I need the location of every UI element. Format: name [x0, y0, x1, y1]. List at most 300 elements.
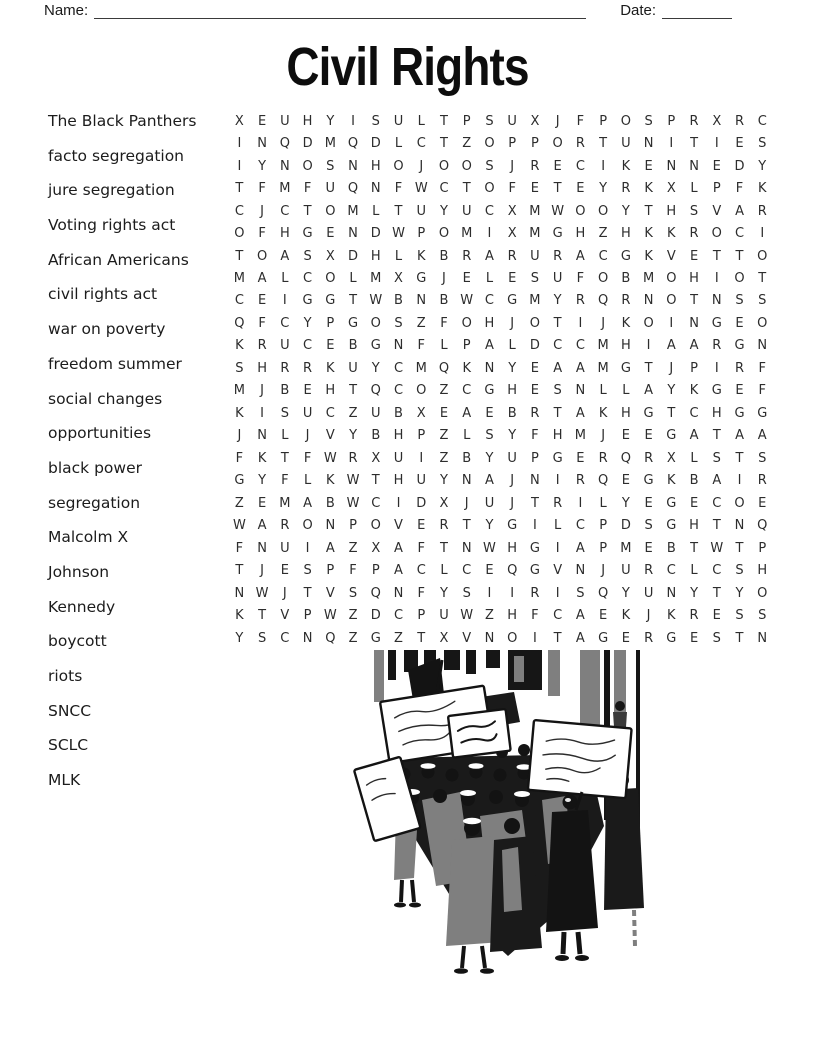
grid-letter: E [530, 360, 540, 376]
grid-letter: D [302, 136, 313, 152]
grid-letter: K [235, 608, 244, 624]
grid-letter: B [280, 383, 290, 399]
grid-letter: Z [234, 495, 244, 511]
grid-letter: K [598, 405, 608, 421]
grid-letter: A [575, 608, 585, 624]
grid-letter: J [260, 383, 265, 399]
grid-letter: I [555, 540, 560, 556]
word-list-item: SNCC [48, 701, 92, 720]
grid-letter: H [279, 226, 290, 242]
grid-letter: B [325, 495, 335, 511]
grid-letter: H [325, 383, 336, 399]
grid-letter: S [735, 293, 744, 309]
grid-letter: F [258, 226, 266, 242]
grid-letter: N [757, 338, 768, 354]
grid-letter: Y [621, 585, 630, 601]
grid-letter: G [325, 293, 336, 309]
word-list-item: SCLC [48, 736, 89, 755]
grid-letter: Y [371, 360, 380, 376]
date-label: Date: [620, 2, 657, 19]
grid-letter: U [530, 248, 540, 264]
grid-letter: K [667, 226, 676, 242]
grid-letter: E [599, 608, 608, 624]
grid-letter: K [416, 248, 426, 264]
grid-letter: X [507, 226, 517, 242]
grid-letter: D [734, 158, 745, 174]
grid-letter: T [712, 248, 721, 264]
grid-letter: F [303, 450, 312, 466]
grid-letter: F [303, 181, 312, 197]
grid-letter: X [371, 450, 381, 466]
grid-letter: Q [347, 181, 359, 197]
grid-letter: O [507, 630, 518, 646]
grid-letter: E [621, 473, 630, 489]
grid-letter: I [669, 136, 674, 152]
name-label: Name: [44, 2, 89, 19]
grid-letter: S [735, 563, 744, 579]
grid-letter: S [689, 203, 699, 219]
grid-letter: I [532, 518, 537, 534]
grid-letter: X [371, 540, 381, 556]
grid-letter: K [667, 473, 676, 489]
grid-letter: C [325, 405, 335, 421]
grid-letter: R [598, 450, 608, 466]
grid-letter: S [485, 428, 494, 444]
grid-letter: K [235, 338, 244, 354]
grid-letter: C [393, 608, 404, 624]
grid-letter: G [757, 405, 768, 421]
grid-letter: G [643, 405, 654, 421]
grid-letter: X [530, 113, 540, 129]
grid-letter: J [260, 203, 265, 219]
grid-letter: Z [416, 315, 426, 331]
grid-letter: H [575, 226, 586, 242]
grid-letter: Y [303, 315, 312, 331]
grid-letter: G [348, 315, 359, 331]
grid-letter: V [553, 563, 563, 579]
grid-letter: O [575, 203, 586, 219]
page-title: Civil Rights [286, 37, 530, 97]
word-list-item: opportunities [48, 424, 152, 443]
grid-letter: E [644, 540, 653, 556]
grid-letter: R [257, 338, 267, 354]
grid-letter: J [646, 608, 651, 624]
grid-letter: I [396, 495, 401, 511]
grid-letter: T [530, 495, 539, 511]
grid-letter: H [552, 428, 563, 444]
grid-letter: P [462, 113, 471, 129]
grid-letter: Q [279, 136, 290, 152]
grid-letter: P [303, 608, 312, 624]
grid-letter: Y [508, 428, 517, 444]
grid-letter: I [532, 630, 537, 646]
grid-letter: T [394, 203, 403, 219]
grid-letter: S [485, 113, 494, 129]
grid-letter: N [257, 136, 267, 152]
grid-letter: U [552, 271, 563, 287]
picket-sign [528, 720, 632, 798]
grid-letter: F [758, 383, 766, 399]
grid-letter: S [485, 158, 494, 174]
grid-letter: S [758, 608, 767, 624]
word-list-item: Kennedy [48, 597, 116, 616]
grid-letter: O [438, 226, 450, 242]
grid-letter: R [280, 360, 290, 376]
grid-letter: C [462, 383, 472, 399]
grid-letter: G [507, 293, 518, 309]
grid-letter: T [235, 563, 244, 579]
grid-letter: S [758, 293, 767, 309]
grid-letter: B [439, 293, 449, 309]
grid-letter: F [440, 315, 448, 331]
grid-letter: G [529, 540, 540, 556]
grid-letter: U [507, 113, 517, 129]
grid-letter: H [507, 383, 518, 399]
grid-letter: R [621, 293, 631, 309]
grid-letter: P [417, 428, 426, 444]
grid-letter: U [507, 450, 517, 466]
grid-letter: I [487, 585, 492, 601]
grid-letter: S [712, 630, 721, 646]
grid-letter: R [530, 405, 540, 421]
grid-letter: S [735, 608, 744, 624]
grid-letter: A [575, 630, 585, 646]
grid-letter: N [234, 585, 245, 601]
grid-letter: A [553, 360, 563, 376]
grid-letter: S [758, 450, 767, 466]
grid-letter: C [234, 203, 244, 219]
grid-letter: Z [484, 608, 494, 624]
grid-letter: G [666, 495, 677, 511]
grid-letter: K [621, 158, 631, 174]
grid-letter: H [257, 360, 267, 376]
grid-letter: G [666, 518, 677, 534]
grid-letter: J [510, 315, 515, 331]
grid-letter: E [689, 630, 699, 646]
grid-letter: P [326, 563, 335, 579]
grid-letter: O [598, 203, 609, 219]
grid-letter: P [530, 450, 539, 466]
grid-letter: Z [439, 383, 449, 399]
grid-letter: E [553, 158, 562, 174]
grid-letter: C [280, 630, 290, 646]
grid-letter: C [689, 405, 699, 421]
protest-march-illustration [352, 650, 654, 985]
grid-letter: C [439, 181, 449, 197]
grid-letter: O [529, 315, 541, 331]
grid-letter: L [690, 181, 698, 197]
grid-letter: V [394, 518, 403, 534]
grid-letter: S [348, 585, 358, 601]
grid-letter: B [621, 271, 631, 287]
grid-letter: J [305, 428, 310, 444]
grid-letter: N [643, 136, 654, 152]
grid-letter: I [555, 585, 560, 601]
grid-letter: R [689, 113, 699, 129]
grid-letter: S [576, 585, 585, 601]
grid-letter: C [484, 203, 494, 219]
grid-letter: R [280, 518, 290, 534]
grid-letter: Q [598, 473, 609, 489]
grid-letter: R [553, 495, 563, 511]
grid-letter: L [622, 383, 630, 399]
grid-letter: A [394, 563, 403, 579]
grid-letter: C [462, 563, 472, 579]
grid-letter: O [393, 158, 404, 174]
grid-letter: V [280, 608, 290, 624]
grid-letter: G [711, 315, 722, 331]
grid-letter: O [370, 315, 381, 331]
grid-letter: B [689, 473, 699, 489]
word-list-item: social changes [48, 389, 163, 408]
grid-letter: Y [349, 428, 358, 444]
grid-letter: N [416, 293, 427, 309]
grid-letter: A [484, 473, 494, 489]
grid-letter: L [440, 338, 448, 354]
grid-letter: B [348, 338, 358, 354]
grid-letter: E [530, 181, 540, 197]
grid-letter: T [690, 540, 699, 556]
grid-letter: E [644, 495, 653, 511]
grid-letter: Y [599, 181, 608, 197]
grid-letter: H [370, 158, 381, 174]
picket-sign [448, 709, 511, 758]
grid-letter: T [758, 271, 767, 287]
grid-letter: E [530, 383, 540, 399]
grid-letter: A [712, 473, 722, 489]
grid-letter: J [601, 315, 606, 331]
grid-letter: Q [620, 450, 631, 466]
grid-letter: H [393, 473, 404, 489]
grid-letter: T [303, 585, 312, 601]
grid-letter: K [235, 405, 244, 421]
grid-letter: H [689, 518, 699, 534]
grid-letter: R [689, 608, 699, 624]
grid-letter: W [255, 585, 269, 601]
grid-letter: I [419, 450, 424, 466]
grid-letter: J [669, 360, 674, 376]
grid-letter: W [232, 518, 246, 534]
grid-letter: O [302, 518, 313, 534]
grid-letter: K [644, 181, 653, 197]
grid-letter: F [258, 315, 266, 331]
grid-letter: L [508, 338, 516, 354]
grid-letter: G [734, 338, 745, 354]
grid-letter: N [689, 158, 699, 174]
grid-letter: W [392, 226, 405, 242]
grid-letter: R [530, 585, 540, 601]
grid-letter: G [666, 428, 677, 444]
grid-letter: U [484, 495, 495, 511]
grid-letter: W [323, 608, 337, 624]
grid-letter: V [462, 630, 472, 646]
grid-letter: H [711, 405, 722, 421]
grid-letter: M [370, 271, 382, 287]
grid-letter: X [394, 271, 403, 287]
grid-letter: H [689, 271, 699, 287]
grid-letter: L [485, 271, 494, 287]
grid-letter: Z [394, 630, 403, 646]
grid-letter: C [575, 518, 585, 534]
grid-letter: Z [348, 630, 358, 646]
grid-letter: T [553, 405, 562, 421]
grid-letter: I [237, 158, 242, 174]
grid-letter: J [282, 585, 287, 601]
grid-letter: P [599, 540, 608, 556]
grid-letter: E [280, 563, 289, 579]
grid-letter: D [370, 608, 381, 624]
grid-letter: Y [485, 518, 494, 534]
grid-letter: P [599, 518, 608, 534]
grid-letter: R [575, 473, 585, 489]
grid-letter: G [370, 338, 381, 354]
grid-letter: D [416, 495, 427, 511]
word-list-item: black power [48, 458, 142, 477]
grid-letter: P [326, 315, 335, 331]
grid-letter: W [369, 293, 383, 309]
grid-letter: A [257, 518, 267, 534]
grid-letter: U [325, 181, 336, 197]
grid-letter: F [258, 181, 266, 197]
grid-letter: G [643, 473, 654, 489]
grid-letter: N [257, 428, 267, 444]
grid-letter: F [531, 428, 539, 444]
grid-letter: N [484, 360, 495, 376]
grid-letter: N [370, 181, 381, 197]
grid-letter: Z [598, 226, 608, 242]
grid-letter: O [302, 158, 313, 174]
grid-letter: O [643, 315, 654, 331]
grid-letter: E [644, 428, 653, 444]
grid-letter: X [507, 203, 517, 219]
grid-letter: A [257, 271, 267, 287]
grid-letter: O [234, 226, 245, 242]
grid-letter: E [621, 630, 630, 646]
grid-letter: L [281, 271, 289, 287]
grid-letter: T [349, 383, 358, 399]
grid-letter: K [462, 360, 471, 376]
grid-letter: Y [621, 495, 630, 511]
grid-letter: I [714, 136, 719, 152]
grid-letter: I [305, 540, 310, 556]
grid-letter: A [689, 338, 699, 354]
grid-letter: Q [438, 360, 450, 376]
grid-letter: F [417, 540, 425, 556]
grid-letter: R [553, 248, 563, 264]
grid-letter: E [485, 405, 494, 421]
grid-letter: Q [234, 315, 245, 331]
grid-letter: I [260, 405, 265, 421]
grid-letter: B [371, 428, 381, 444]
grid-letter: C [757, 113, 767, 129]
grid-letter: L [303, 473, 312, 489]
grid-letter: T [553, 315, 562, 331]
grid-letter: I [555, 473, 560, 489]
grid-letter: N [689, 315, 699, 331]
grid-letter: I [760, 226, 765, 242]
grid-letter: A [757, 428, 767, 444]
grid-letter: R [644, 630, 654, 646]
grid-letter: J [260, 563, 265, 579]
grid-letter: N [461, 540, 472, 556]
grid-letter: A [280, 248, 290, 264]
grid-letter: J [601, 428, 606, 444]
grid-letter: E [303, 383, 312, 399]
grid-letter: O [325, 271, 336, 287]
grid-letter: S [530, 271, 540, 287]
grid-letter: E [257, 113, 267, 129]
grid-letter: R [712, 338, 722, 354]
grid-letter: O [461, 158, 472, 174]
grid-letter: E [326, 226, 335, 242]
grid-letter: H [757, 563, 768, 579]
grid-letter: C [416, 136, 426, 152]
grid-letter: P [417, 608, 426, 624]
grid-letter: U [302, 405, 313, 421]
grid-letter: J [510, 473, 515, 489]
grid-letter: F [417, 585, 425, 601]
grid-letter: M [279, 181, 291, 197]
grid-letter: N [461, 473, 472, 489]
grid-letter: U [621, 563, 631, 579]
grid-letter: K [667, 608, 676, 624]
grid-letter: E [621, 428, 630, 444]
grid-letter: J [510, 495, 515, 511]
grid-letter: X [439, 495, 449, 511]
grid-letter: B [507, 405, 517, 421]
grid-letter: E [326, 338, 335, 354]
grid-letter: T [235, 248, 244, 264]
grid-letter: O [666, 293, 677, 309]
grid-letter: E [712, 608, 721, 624]
grid-letter: N [484, 630, 495, 646]
grid-letter: T [712, 428, 721, 444]
grid-letter: I [714, 360, 719, 376]
grid-letter: G [552, 226, 563, 242]
grid-letter: Z [439, 428, 449, 444]
grid-letter: J [442, 271, 446, 287]
grid-letter: T [644, 360, 653, 376]
grid-letter: T [462, 518, 471, 534]
grid-letter: V [666, 248, 676, 264]
grid-letter: L [394, 248, 403, 264]
word-list-item: The Black Panthers [48, 112, 197, 130]
grid-letter: N [348, 226, 358, 242]
grid-letter: P [349, 518, 357, 534]
grid-letter: T [735, 630, 744, 646]
grid-letter: N [393, 338, 404, 354]
grid-letter: C [484, 293, 494, 309]
grid-letter: M [324, 136, 336, 152]
grid-letter: U [393, 113, 404, 129]
grid-letter: L [440, 563, 448, 579]
grid-letter: D [370, 136, 381, 152]
grid-letter: H [666, 203, 677, 219]
grid-letter: G [711, 383, 722, 399]
word-list-item: Malcolm X [48, 528, 129, 547]
grid-letter: R [303, 360, 313, 376]
grid-letter: M [597, 360, 609, 376]
grid-letter: O [484, 181, 495, 197]
grid-letter: P [371, 563, 380, 579]
grid-letter: E [735, 315, 744, 331]
grid-letter: P [417, 226, 426, 242]
grid-letter: T [712, 585, 721, 601]
grid-letter: F [235, 540, 244, 556]
grid-letter: W [460, 293, 474, 309]
grid-letter: N [711, 293, 722, 309]
grid-letter: S [553, 383, 562, 399]
